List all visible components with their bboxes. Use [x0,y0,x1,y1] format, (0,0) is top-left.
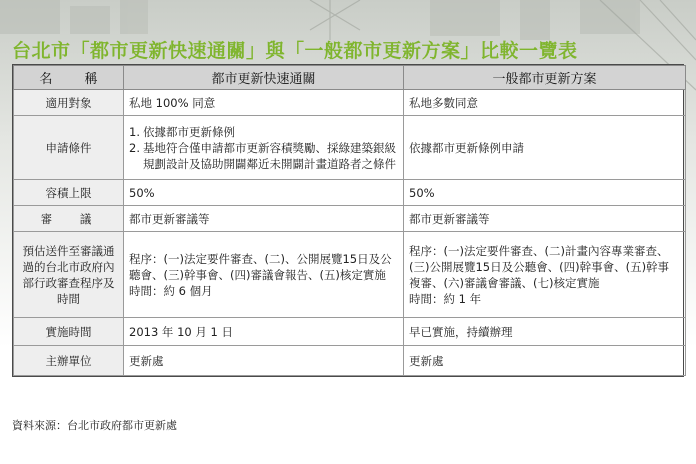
cell-general-authority: 更新處 [404,346,686,376]
table-row [14,346,686,376]
cell-fast-procedure [124,232,404,318]
row-label-conditions: 申請條件 [14,116,124,180]
cell-general-far: 50% [404,180,686,206]
fast-procedure-time: 時間：約 6 個月 [129,283,213,298]
table-row [14,206,686,232]
cell-general-review: 都市更新審議等 [404,206,686,232]
table-row [14,116,686,180]
row-label-implementation: 實施時間 [14,318,124,346]
header-general-plan: 一般都市更新方案 [404,66,686,90]
list-item-text: 基地符合僅申請都市更新容積獎勵、採綠建築銀級規劃設計及協助開闢鄰近未開闢計畫道路者之條件 [143,140,396,171]
header-name: 名 稱 [14,66,124,90]
list-item-number: 1. [129,124,140,139]
row-label-procedure: 預估送件至審議通過的台北市政府內部行政審查程序及時間 [14,232,124,318]
row-label-authority: 主辦單位 [14,346,124,376]
cell-fast-review: 都市更新審議等 [124,206,404,232]
list-item [129,124,398,140]
fast-procedure-program: 程序：(一)法定要件審查、(二)、公開展覽15日及公聽會、(三)幹事會、(四)審議會報告、(五)核定實施 [129,251,392,282]
cell-fast-implementation: 2013 年 10 月 1 日 [124,318,404,346]
row-label-far: 容積上限 [14,180,124,206]
table-row [14,318,686,346]
source-note: 資料來源：台北市政府都市更新處 [12,419,177,432]
table-row [14,180,686,206]
general-procedure-program: 程序：(一)法定要件審查、(二)計畫內容專業審查、(三)公開展覽15日及公聽會、(四)幹事會、(五)幹事複審、(六)審議會審議、(七)核定實施 [409,243,670,290]
table-row [14,90,686,116]
list-item-number: 2. [129,140,140,155]
page-title: 台北市「都市更新快速通關」與「一般都市更新方案」比較一覽表 [12,40,578,62]
general-procedure-time: 時間：約 1 年 [409,291,482,306]
cell-fast-conditions [124,116,404,180]
header-fast-track: 都市更新快速通關 [124,66,404,90]
cell-fast-authority: 更新處 [124,346,404,376]
conditions-list [129,124,398,172]
table-row [14,232,686,318]
cell-general-implementation: 早已實施，持續辦理 [404,318,686,346]
table-header-row [14,66,686,90]
row-label-applicable: 適用對象 [14,90,124,116]
row-label-review: 審 議 [14,206,124,232]
cell-fast-far: 50% [124,180,404,206]
list-item-text: 依據都市更新條例 [143,124,235,139]
cell-fast-applicable: 私地 100% 同意 [124,90,404,116]
cell-general-conditions: 依據都市更新條例申請 [404,116,686,180]
list-item [129,140,398,172]
cell-general-procedure [404,232,686,318]
cell-general-applicable: 私地多數同意 [404,90,686,116]
comparison-table [12,64,684,377]
